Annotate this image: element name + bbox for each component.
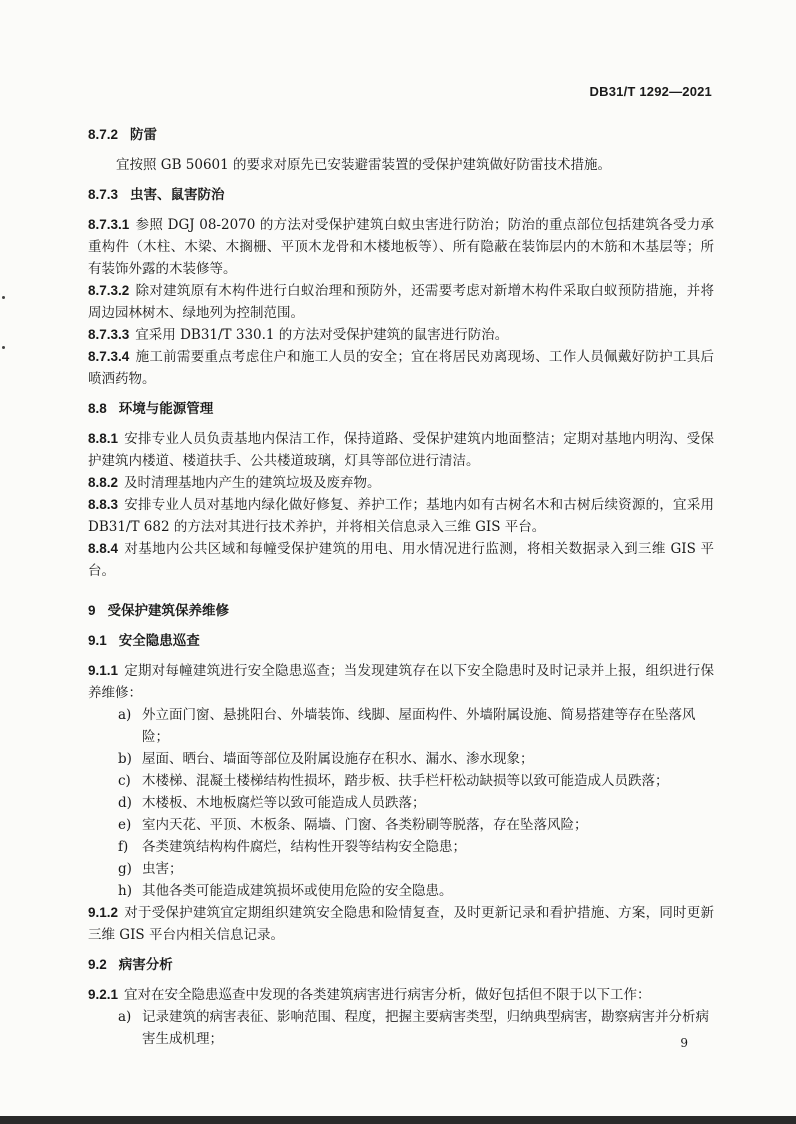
clause-paragraph xyxy=(88,324,714,346)
list-item-label: b) xyxy=(118,751,132,767)
section-number: 9.2 xyxy=(88,957,107,972)
clause-paragraph xyxy=(88,494,714,538)
clause-text: 对基地内公共区域和每幢受保护建筑的用电、用水情况进行监测，将相关数据录入到三维 GIS 平台。 xyxy=(88,541,714,579)
list-item xyxy=(88,880,714,902)
list-item-text: 各类建筑结构构件腐烂，结构性开裂等结构安全隐患； xyxy=(142,839,466,855)
section-number: 9 xyxy=(88,603,96,618)
list-item xyxy=(88,1006,714,1050)
clause-number: 8.8.2 xyxy=(88,475,119,490)
list-item-label: e) xyxy=(118,817,132,833)
list-item xyxy=(88,814,714,836)
clause-number: 8.7.3.1 xyxy=(88,217,130,232)
list-item xyxy=(88,748,714,770)
section-number: 8.7.3 xyxy=(88,187,119,202)
section-number: 8.7.2 xyxy=(88,127,119,142)
list-item xyxy=(88,836,714,858)
clause-paragraph xyxy=(88,154,714,176)
section-heading xyxy=(88,630,714,652)
section-heading xyxy=(88,954,714,976)
clause-number: 8.8.3 xyxy=(88,497,119,512)
clause-paragraph xyxy=(88,280,714,324)
list-item xyxy=(88,792,714,814)
clause-paragraph xyxy=(88,472,714,494)
clause-text: 宜采用 DB31/T 330.1 的方法对受保护建筑的鼠害进行防治。 xyxy=(135,327,509,343)
clause-text: 安排专业人员负责基地内保洁工作，保持道路、受保护建筑内地面整洁；定期对基地内明沟、受保护建筑内楼道、楼道扶手、公共楼道玻璃，灯具等部位进行清洁。 xyxy=(88,431,714,469)
spacer xyxy=(88,390,714,398)
clause-text: 施工前需要重点考虑住户和施工人员的安全；宜在将居民劝离现场、工作人员佩戴好防护工具后喷洒药物。 xyxy=(88,349,714,387)
clause-paragraph xyxy=(88,984,714,1006)
list-item-text: 木楼梯、混凝土楼梯结构性损坏，踏步板、扶手栏杆松动缺损等以致可能造成人员跌落； xyxy=(142,773,669,789)
section-title: 防雷 xyxy=(130,127,158,142)
clause-number: 8.8.1 xyxy=(88,431,119,446)
page-number: 9 xyxy=(680,1036,688,1050)
section-title: 环境与能源管理 xyxy=(118,401,214,416)
clause-text: 安排专业人员对基地内绿化做好修复、养护工作；基地内如有古树名木和古树后续资源的，宜采用 DB31/T 682 的方法对其进行技术养护，并将相关信息录入三维 GIS 平台。 xyxy=(88,497,714,535)
clause-text: 对于受保护建筑宜定期组织建筑安全隐患和险情复查，及时更新记录和看护措施、方案，同时更新三维 GIS 平台内相关信息记录。 xyxy=(88,905,714,943)
list-item-text: 室内天花、平顶、木板条、隔墙、门窗、各类粉刷等脱落，存在坠落风险； xyxy=(142,817,588,833)
clause-text: 参照 DGJ 08-2070 的方法对受保护建筑白蚁虫害进行防治；防治的重点部位包括建筑各受力承重构件（木柱、木梁、木搁栅、平顶木龙骨和木楼地板等）、所有隐蔽在装饰层内的木筋和木基层等；所有装饰外露的木装修等。 xyxy=(88,217,714,277)
section-title: 受保护建筑保养维修 xyxy=(107,603,230,618)
clause-text: 除对建筑原有木构件进行白蚁治理和预防外，还需要考虑对新增木构件采取白蚁预防措施，并将周边园林树木、绿地列为控制范围。 xyxy=(88,283,714,321)
clause-text: 及时清理基地内产生的建筑垃圾及废弃物。 xyxy=(124,475,381,491)
clause-paragraph xyxy=(88,346,714,390)
list-item-label: f) xyxy=(118,839,129,855)
clause-paragraph xyxy=(88,214,714,280)
spacer xyxy=(88,176,714,184)
list-item-label: a) xyxy=(118,707,132,723)
document-body xyxy=(88,124,714,1050)
scan-mark xyxy=(2,346,5,349)
section-number: 9.1 xyxy=(88,633,107,648)
list-item-text: 木楼板、木地板腐烂等以致可能造成人员跌落； xyxy=(142,795,426,811)
spacer xyxy=(88,622,714,630)
clause-number: 8.8.4 xyxy=(88,541,119,556)
section-number: 8.8 xyxy=(88,401,107,416)
clause-number: 9.1.1 xyxy=(88,663,119,678)
clause-number: 9.1.2 xyxy=(88,905,119,920)
clause-paragraph xyxy=(88,538,714,582)
list-item xyxy=(88,770,714,792)
clause-number: 8.7.3.3 xyxy=(88,327,130,342)
spacer xyxy=(88,420,714,428)
list-item-label: a) xyxy=(118,1009,132,1025)
section-heading xyxy=(88,124,714,146)
section-heading xyxy=(88,600,714,622)
list-item-label: h) xyxy=(118,883,132,899)
list-item-label: c) xyxy=(118,773,131,789)
section-heading xyxy=(88,398,714,420)
clause-paragraph xyxy=(88,428,714,472)
clause-text: 定期对每幢建筑进行安全隐患巡查；当发现建筑存在以下安全隐患时及时记录并上报，组织进行保养维修： xyxy=(88,663,714,701)
clause-paragraph xyxy=(88,902,714,946)
scan-mark xyxy=(2,296,5,299)
section-title: 安全隐患巡查 xyxy=(118,633,200,648)
list-item xyxy=(88,704,714,748)
section-heading xyxy=(88,184,714,206)
clause-number: 9.2.1 xyxy=(88,987,119,1002)
spacer xyxy=(88,976,714,984)
section-title: 虫害、鼠害防治 xyxy=(130,187,225,202)
spacer xyxy=(88,146,714,154)
scan-edge-bar xyxy=(0,1116,796,1124)
spacer xyxy=(88,206,714,214)
spacer xyxy=(88,946,714,954)
list-item-label: d) xyxy=(118,795,132,811)
section-title: 病害分析 xyxy=(118,957,173,972)
spacer xyxy=(88,652,714,660)
clause-number: 8.7.3.4 xyxy=(88,349,130,364)
list-item-text: 其他各类可能造成建筑损坏或使用危险的安全隐患。 xyxy=(142,883,453,899)
clause-number: 8.7.3.2 xyxy=(88,283,130,298)
clause-text: 宜对在安全隐患巡查中发现的各类建筑病害进行病害分析，做好包括但不限于以下工作： xyxy=(124,987,651,1003)
list-item-label: g) xyxy=(118,861,132,877)
list-item-text: 记录建筑的病害表征、影响范围、程度，把握主要病害类型，归纳典型病害，勘察病害并分析病害生成机理； xyxy=(142,1009,709,1047)
list-item-text: 外立面门窗、悬挑阳台、外墙装饰、线脚、屋面构件、外墙附属设施、简易搭建等存在坠落风险； xyxy=(142,707,696,745)
clause-text: 宜按照 GB 50601 的要求对原先已安装避雷装置的受保护建筑做好防雷技术措施。 xyxy=(116,157,612,173)
document-header-code: DB31/T 1292—2021 xyxy=(589,84,712,99)
spacer xyxy=(88,582,714,600)
list-item-text: 虫害； xyxy=(142,861,183,877)
list-item xyxy=(88,858,714,880)
list-item-text: 屋面、晒台、墙面等部位及附属设施存在积水、漏水、渗水现象； xyxy=(142,751,534,767)
clause-paragraph xyxy=(88,660,714,704)
